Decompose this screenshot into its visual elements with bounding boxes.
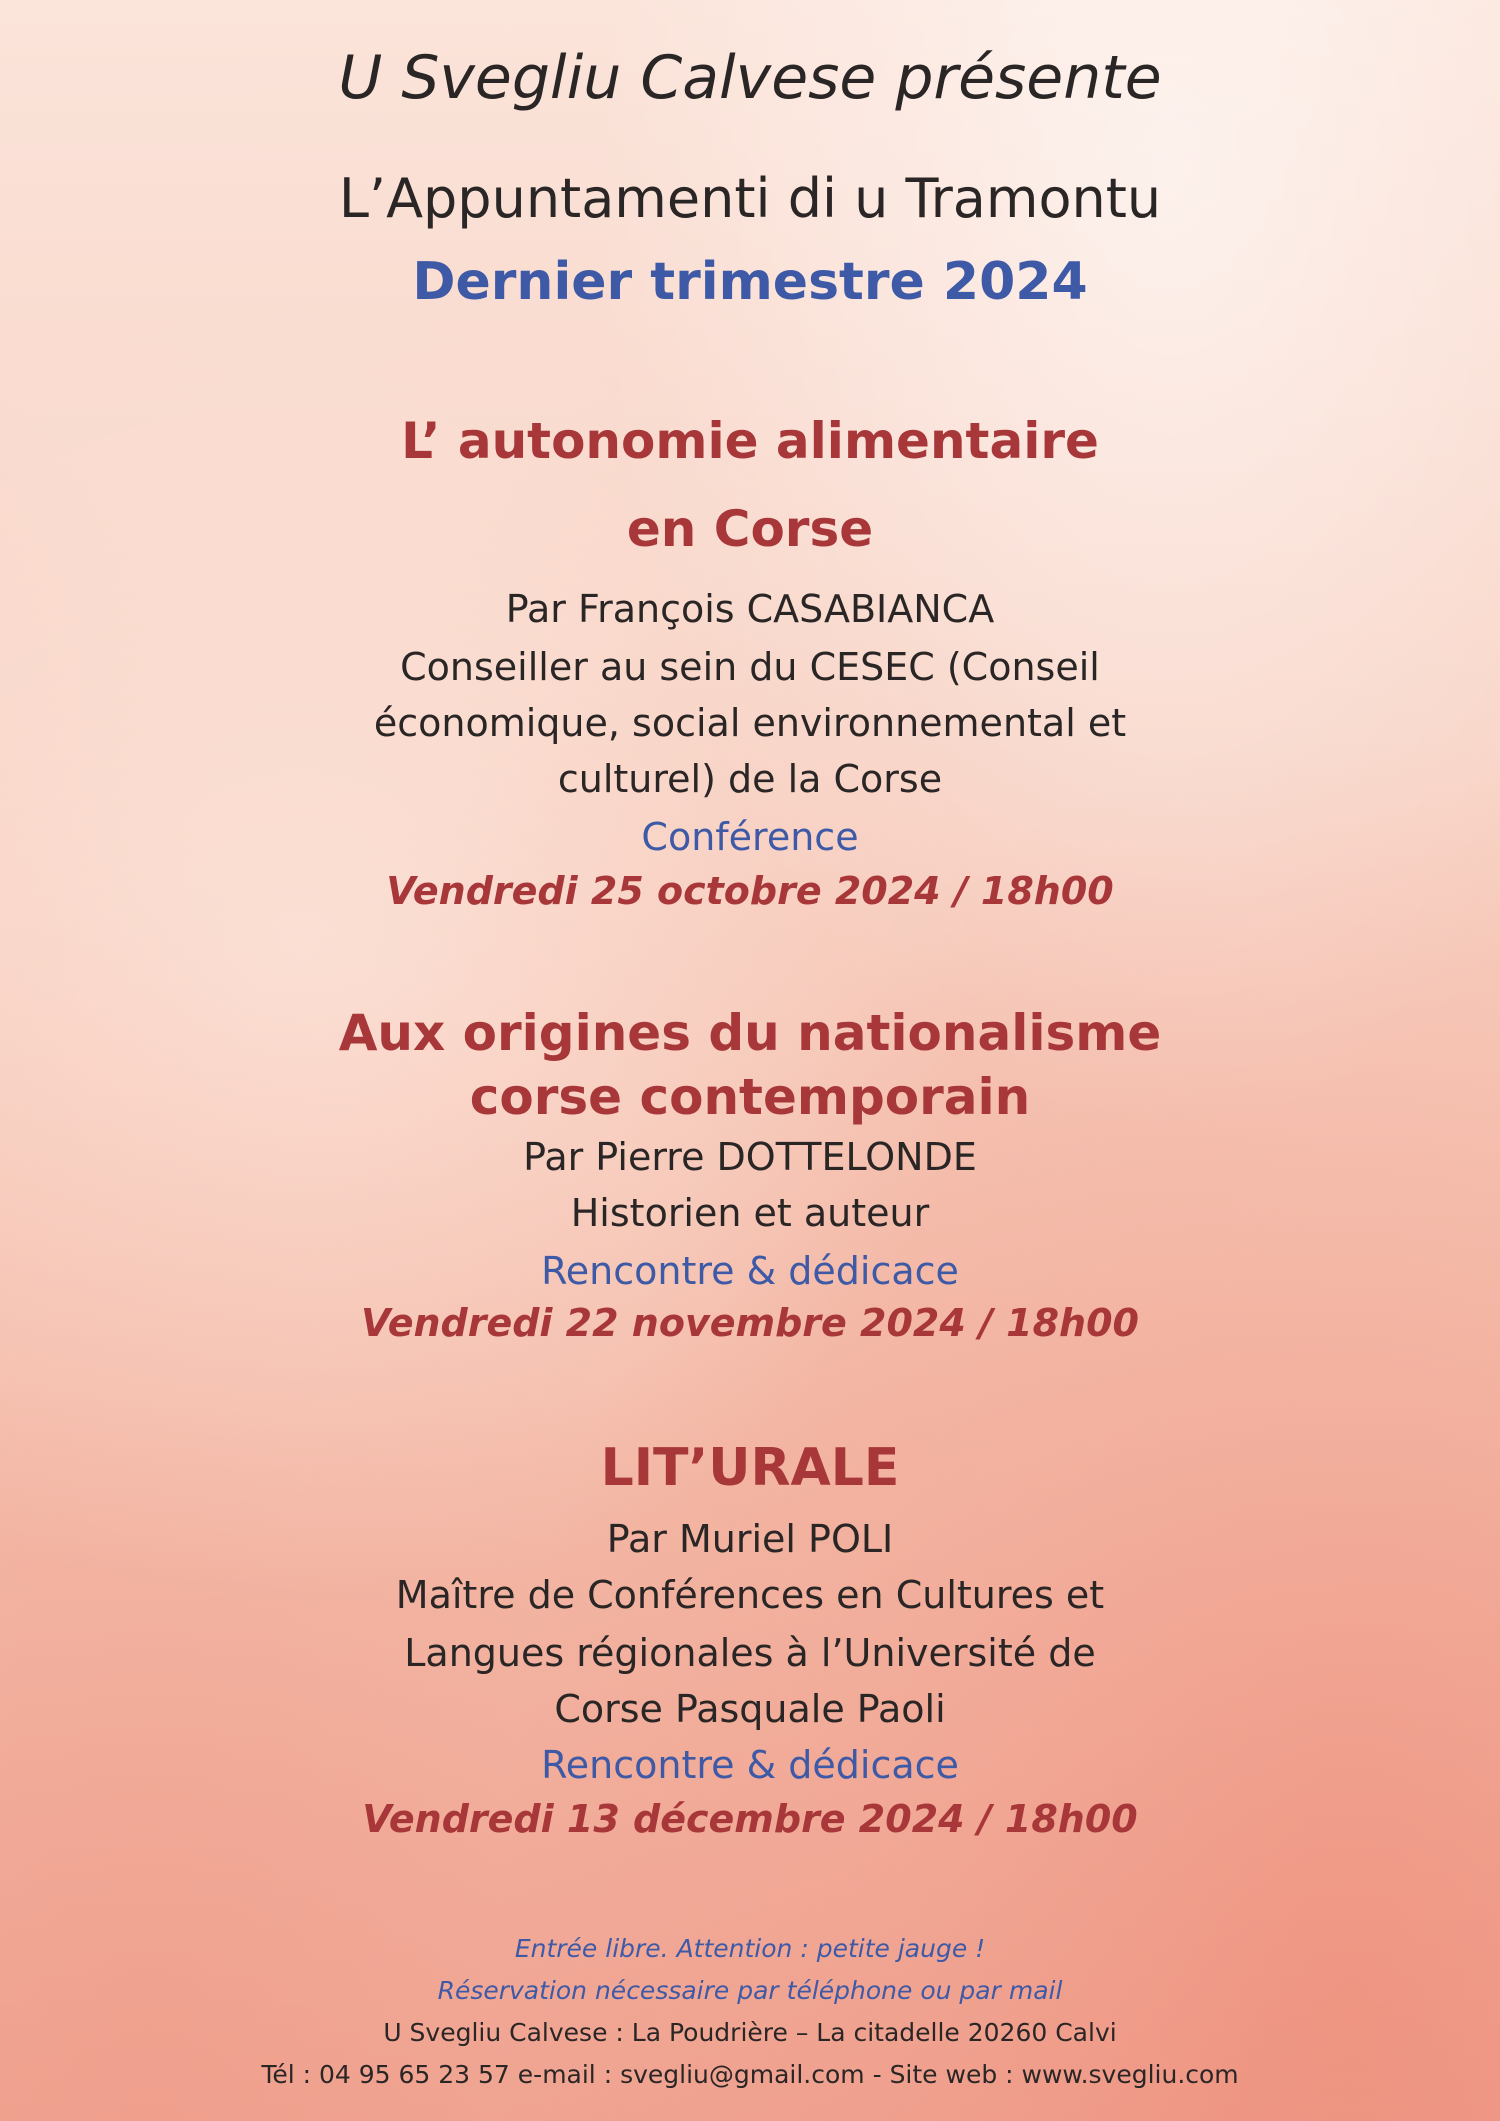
event-1-date: Vendredi 25 octobre 2024 / 18h00 bbox=[386, 869, 1114, 913]
event-2-speaker: Par Pierre DOTTELONDE bbox=[523, 1135, 977, 1179]
event-1-type: Conférence bbox=[641, 815, 859, 859]
event-3-role-line-1: Maître de Conférences en Cultures et bbox=[395, 1573, 1105, 1617]
series-title: L’Appuntamenti di u Tramontu bbox=[338, 167, 1162, 230]
footer-reservation-note: Réservation nécessaire par téléphone ou par mail bbox=[437, 1976, 1063, 2005]
poster-presenter: U Svegliu Calvese présente bbox=[338, 43, 1162, 113]
event-2-type: Rencontre & dédicace bbox=[541, 1249, 959, 1293]
footer-contact: Tél : 04 95 65 23 57 e-mail : svegliu@gmail.com - Site web : www.svegliu.com bbox=[261, 2060, 1239, 2089]
event-1-title-line-1: L’ autonomie alimentaire bbox=[401, 412, 1099, 470]
event-3-role-line-3: Corse Pasquale Paoli bbox=[554, 1687, 946, 1731]
event-1-role-line-3: culturel) de la Corse bbox=[557, 757, 943, 801]
event-2-date: Vendredi 22 novembre 2024 / 18h00 bbox=[361, 1301, 1139, 1345]
event-3-role-line-2: Langues régionales à l’Université de bbox=[404, 1631, 1096, 1675]
event-3-speaker: Par Muriel POLI bbox=[606, 1517, 894, 1561]
period-subtitle: Dernier trimestre 2024 bbox=[412, 252, 1088, 312]
footer-address: U Svegliu Calvese : La Poudrière – La citadelle 20260 Calvi bbox=[383, 2018, 1117, 2047]
event-3-date: Vendredi 13 décembre 2024 / 18h00 bbox=[362, 1797, 1138, 1841]
event-2-role-line-1: Historien et auteur bbox=[570, 1191, 930, 1235]
event-1-role-line-2: économique, social environnemental et bbox=[373, 701, 1127, 745]
event-3-type: Rencontre & dédicace bbox=[541, 1743, 959, 1787]
footer-entry-note: Entrée libre. Attention : petite jauge ! bbox=[514, 1934, 986, 1963]
event-2-title-line-1: Aux origines du nationalisme bbox=[338, 1004, 1162, 1062]
event-2-title-line-2: corse contemporain bbox=[469, 1068, 1031, 1126]
event-1-role-line-1: Conseiller au sein du CESEC (Conseil bbox=[400, 645, 1100, 689]
event-1-title-line-2: en Corse bbox=[626, 500, 874, 558]
event-1-speaker: Par François CASABIANCA bbox=[505, 587, 995, 631]
event-3-title: LIT’URALE bbox=[600, 1438, 900, 1498]
